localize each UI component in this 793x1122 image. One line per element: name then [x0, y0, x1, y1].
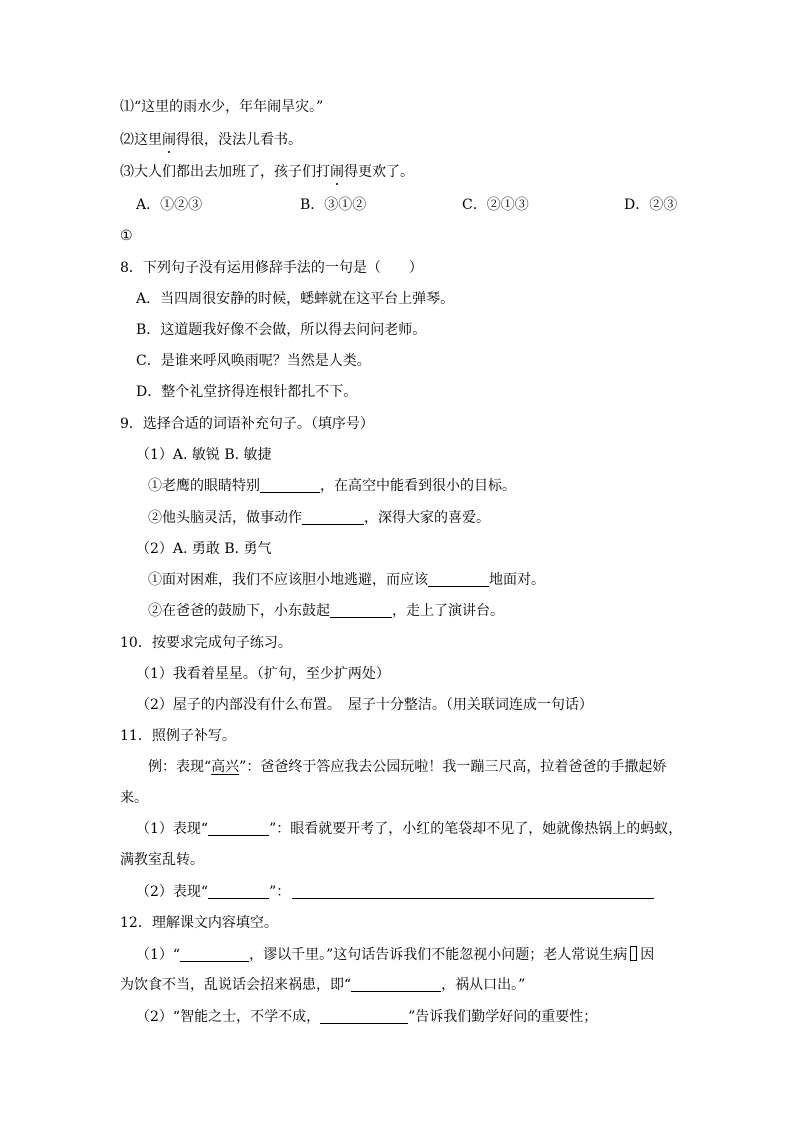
q7-item-2-emphasis-char: 闹: [162, 132, 176, 148]
line2-pre: 为饮食不当，乱说话会招来祸患，即“: [120, 977, 352, 993]
q7-option-d: D．②③: [624, 197, 678, 213]
item-post: ”：眼看就要开考了，小红的笔袋却不见了，她就像热锅上的蚂蚁，: [269, 821, 683, 837]
q12-item-1-line-2: [120, 977, 525, 993]
q9-group-2-label: （2）A. 勇敢 B. 勇气: [136, 541, 272, 557]
q9-group-1-label: （1）A. 敏锐 B. 敏捷: [136, 447, 272, 463]
fill-blank: [208, 884, 269, 899]
sentence-pre: ②在爸爸的鼓励下，小东鼓起: [148, 603, 330, 619]
sentence-pre: ①面对困难，我们不应该胆小地逃避，而应该: [148, 572, 428, 588]
fill-blank: [428, 572, 489, 587]
q10-stem: 10．按要求完成句子练习。: [120, 635, 292, 651]
line2-post: ，祸从口出。”: [441, 977, 526, 993]
item-post: ”：: [269, 884, 291, 900]
example-underlined-word: 高兴: [211, 759, 240, 775]
q8-option-c: C．是谁来呼风唤雨呢？当然是人类。: [136, 353, 371, 369]
q7-item-1-text: ⑴“这里的雨水少，年年闹旱灾。”: [120, 99, 324, 115]
q7-option-b: B．③①②: [300, 197, 367, 213]
q8-stem: 8．下列句子没有运用修辞手法的一句是（ ）: [120, 260, 423, 276]
item-mid: ，谬以千里。”这句话告诉我们不能忽视小问题；老人常说生病: [249, 947, 628, 963]
fill-blank: [330, 603, 392, 618]
q7-item-2: [120, 132, 302, 148]
item-pre: （1）“: [136, 947, 181, 963]
q9-group-2-sentence-1: [148, 572, 545, 588]
sentence-post: ，深得大家的喜爱。: [364, 510, 490, 526]
q11-example: [148, 759, 666, 775]
fill-blank: [180, 947, 249, 962]
q11-item-1-wrap: 满教室乱转。: [120, 852, 204, 868]
q12-stem: 12．理解课文内容填空。: [120, 915, 278, 931]
sentence-pre: ①老鹰的眼睛特别: [148, 478, 260, 494]
sentence-pre: ②他头脑灵活，做事动作: [148, 510, 302, 526]
fill-blank: [351, 977, 441, 992]
sentence-post: ，走上了演讲台。: [392, 603, 504, 619]
q7-item-2-pre: ⑵这里: [120, 132, 162, 148]
answer-line: [292, 884, 654, 899]
q11-item-1: [136, 821, 682, 837]
q11-stem: 11．照例子补写。: [120, 728, 236, 744]
q7-item-3-emphasis-char: 闹: [330, 164, 344, 180]
q7-item-3: [120, 164, 414, 180]
q11-item-2: [136, 884, 654, 900]
example-post: ”：爸爸终于答应我去公园玩啦！我一蹦三尺高，拉着爸爸的手撒起娇: [239, 759, 667, 775]
item-pre: （2）表现“: [136, 884, 209, 900]
q12-item-1: [136, 946, 654, 962]
sentence-post: ，在高空中能看到很小的目标。: [320, 478, 516, 494]
q11-example-wrap: 来。: [120, 790, 148, 806]
q7-item-2-post: 得很，没法儿看书。: [176, 132, 302, 148]
fill-blank: [302, 510, 364, 525]
q10-item-2: （2）屋子的内部没有什么布置。 屋子十分整洁。（用关联词连成一句话）: [136, 697, 593, 713]
q7-option-a: A．①②③: [136, 197, 203, 213]
fill-blank: [208, 821, 269, 836]
q8-option-b: B．这道题我好像不会做，所以得去问问老师。: [136, 322, 427, 338]
q7-item-3-pre: ⑶大人们都出去加班了，孩子们打: [120, 164, 330, 180]
q7-option-c: C．②①③: [462, 197, 529, 213]
q9-group-1-sentence-1: [148, 478, 516, 494]
q9-stem: 9．选择合适的词语补充句子。（填序号）: [120, 416, 374, 432]
item-pre: （1）表现“: [136, 821, 209, 837]
q9-group-2-sentence-2: [148, 603, 504, 619]
fill-blank: [260, 478, 320, 493]
q10-item-1: （1）我看着星星。（扩句，至少扩两处）: [136, 666, 390, 682]
q8-option-d: D．整个礼堂挤得连根针都扎不下。: [136, 384, 358, 400]
item-post: ”告诉我们勤学好问的重要性；: [408, 1009, 598, 1025]
sentence-post: 地面对。: [489, 572, 545, 588]
example-pre: 例：表现“: [148, 759, 212, 775]
q7-item-3-post: 得更欢了。: [344, 164, 414, 180]
missing-glyph-box: [630, 946, 637, 961]
fill-blank: [320, 1009, 408, 1024]
q12-item-2: [136, 1009, 597, 1025]
q7-option-d-wrap: ①: [120, 228, 133, 244]
q8-option-a: A．当四周很安静的时候，蟋蟀就在这平台上弹琴。: [136, 291, 455, 307]
item-pre: （2）“智能之士，不学不成，: [136, 1009, 321, 1025]
q9-group-1-sentence-2: [148, 510, 490, 526]
item-post: 因: [640, 947, 655, 963]
q7-item-1: [120, 99, 323, 115]
